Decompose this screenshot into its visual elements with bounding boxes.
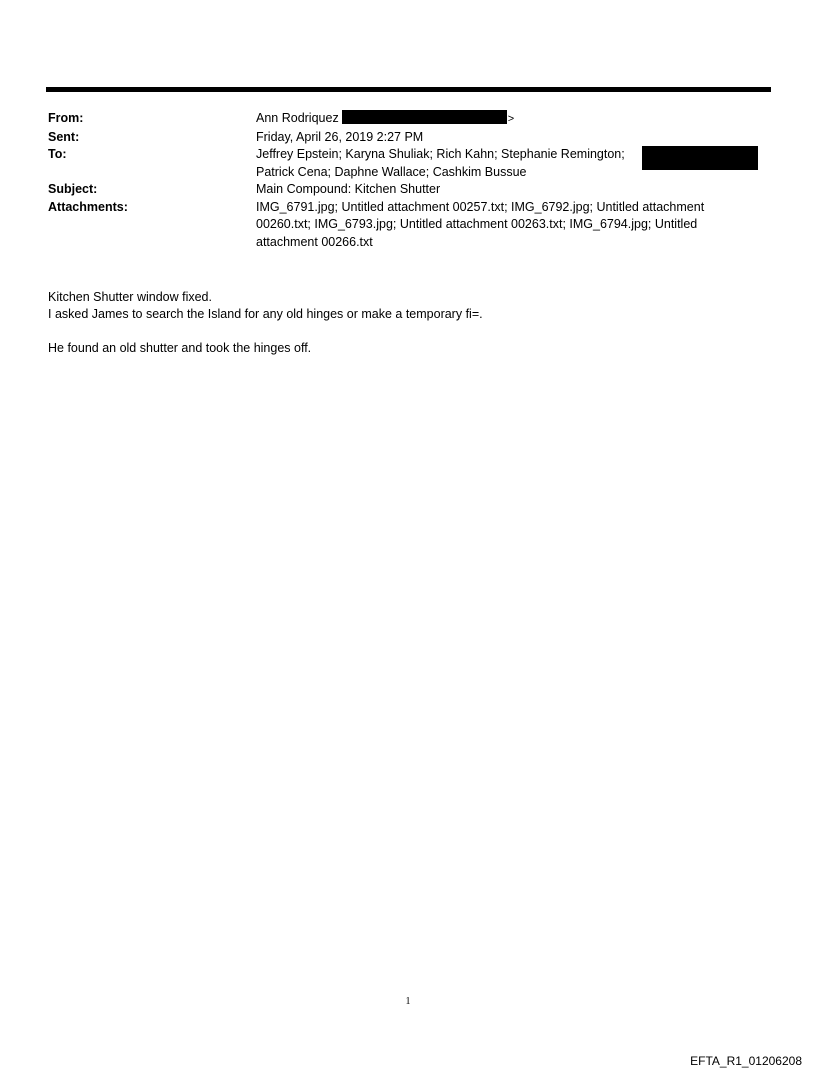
subject-value: Main Compound: Kitchen Shutter xyxy=(256,182,441,196)
recipients-line: Jeffrey Epstein; Karyna Shuliak; Rich Kahn; Stephanie Remington; xyxy=(256,147,625,161)
to-label: To: xyxy=(48,147,67,161)
email-body xyxy=(48,289,768,357)
from-label: From: xyxy=(48,111,84,125)
attachments-line: IMG_6791.jpg; Untitled attachment 00257.txt; IMG_6792.jpg; Untitled attachment xyxy=(256,199,705,214)
page-number: 1 xyxy=(405,996,411,1007)
sent-label: Sent: xyxy=(48,129,80,144)
header-divider xyxy=(46,87,771,92)
recipients-line: Patrick Cena; Daphne Wallace; Cashkim Bussue xyxy=(256,164,527,179)
paragraph-gap xyxy=(48,323,768,340)
sent-row xyxy=(48,129,778,147)
attachments-row xyxy=(48,199,778,252)
attachments-line: 00260.txt; IMG_6793.jpg; Untitled attachment 00263.txt; IMG_6794.jpg; Untitled xyxy=(256,217,698,231)
email-header xyxy=(48,110,778,251)
attachments-line: attachment 00266.txt xyxy=(256,234,373,249)
to-row xyxy=(48,146,778,181)
attachments-label: Attachments: xyxy=(48,199,128,214)
from-value xyxy=(256,110,778,129)
body-line: Kitchen Shutter window fixed. xyxy=(48,290,212,304)
subject-row xyxy=(48,181,778,199)
body-line: He found an old shutter and took the hinges off. xyxy=(48,341,312,355)
document-id: EFTA_R1_01206208 xyxy=(690,1054,802,1068)
attachments-value xyxy=(256,199,778,252)
to-value xyxy=(256,146,778,181)
sender-name: Ann Rodriquez xyxy=(256,111,339,125)
from-row xyxy=(48,110,778,129)
sender-email-suffix: > xyxy=(507,113,515,125)
redaction-bar xyxy=(342,110,507,124)
subject-label: Subject: xyxy=(48,182,98,196)
sent-value: Friday, April 26, 2019 2:27 PM xyxy=(256,129,424,144)
redaction-bar xyxy=(642,146,758,170)
body-line: I asked James to search the Island for any old hinges or make a temporary fi=. xyxy=(48,307,483,321)
